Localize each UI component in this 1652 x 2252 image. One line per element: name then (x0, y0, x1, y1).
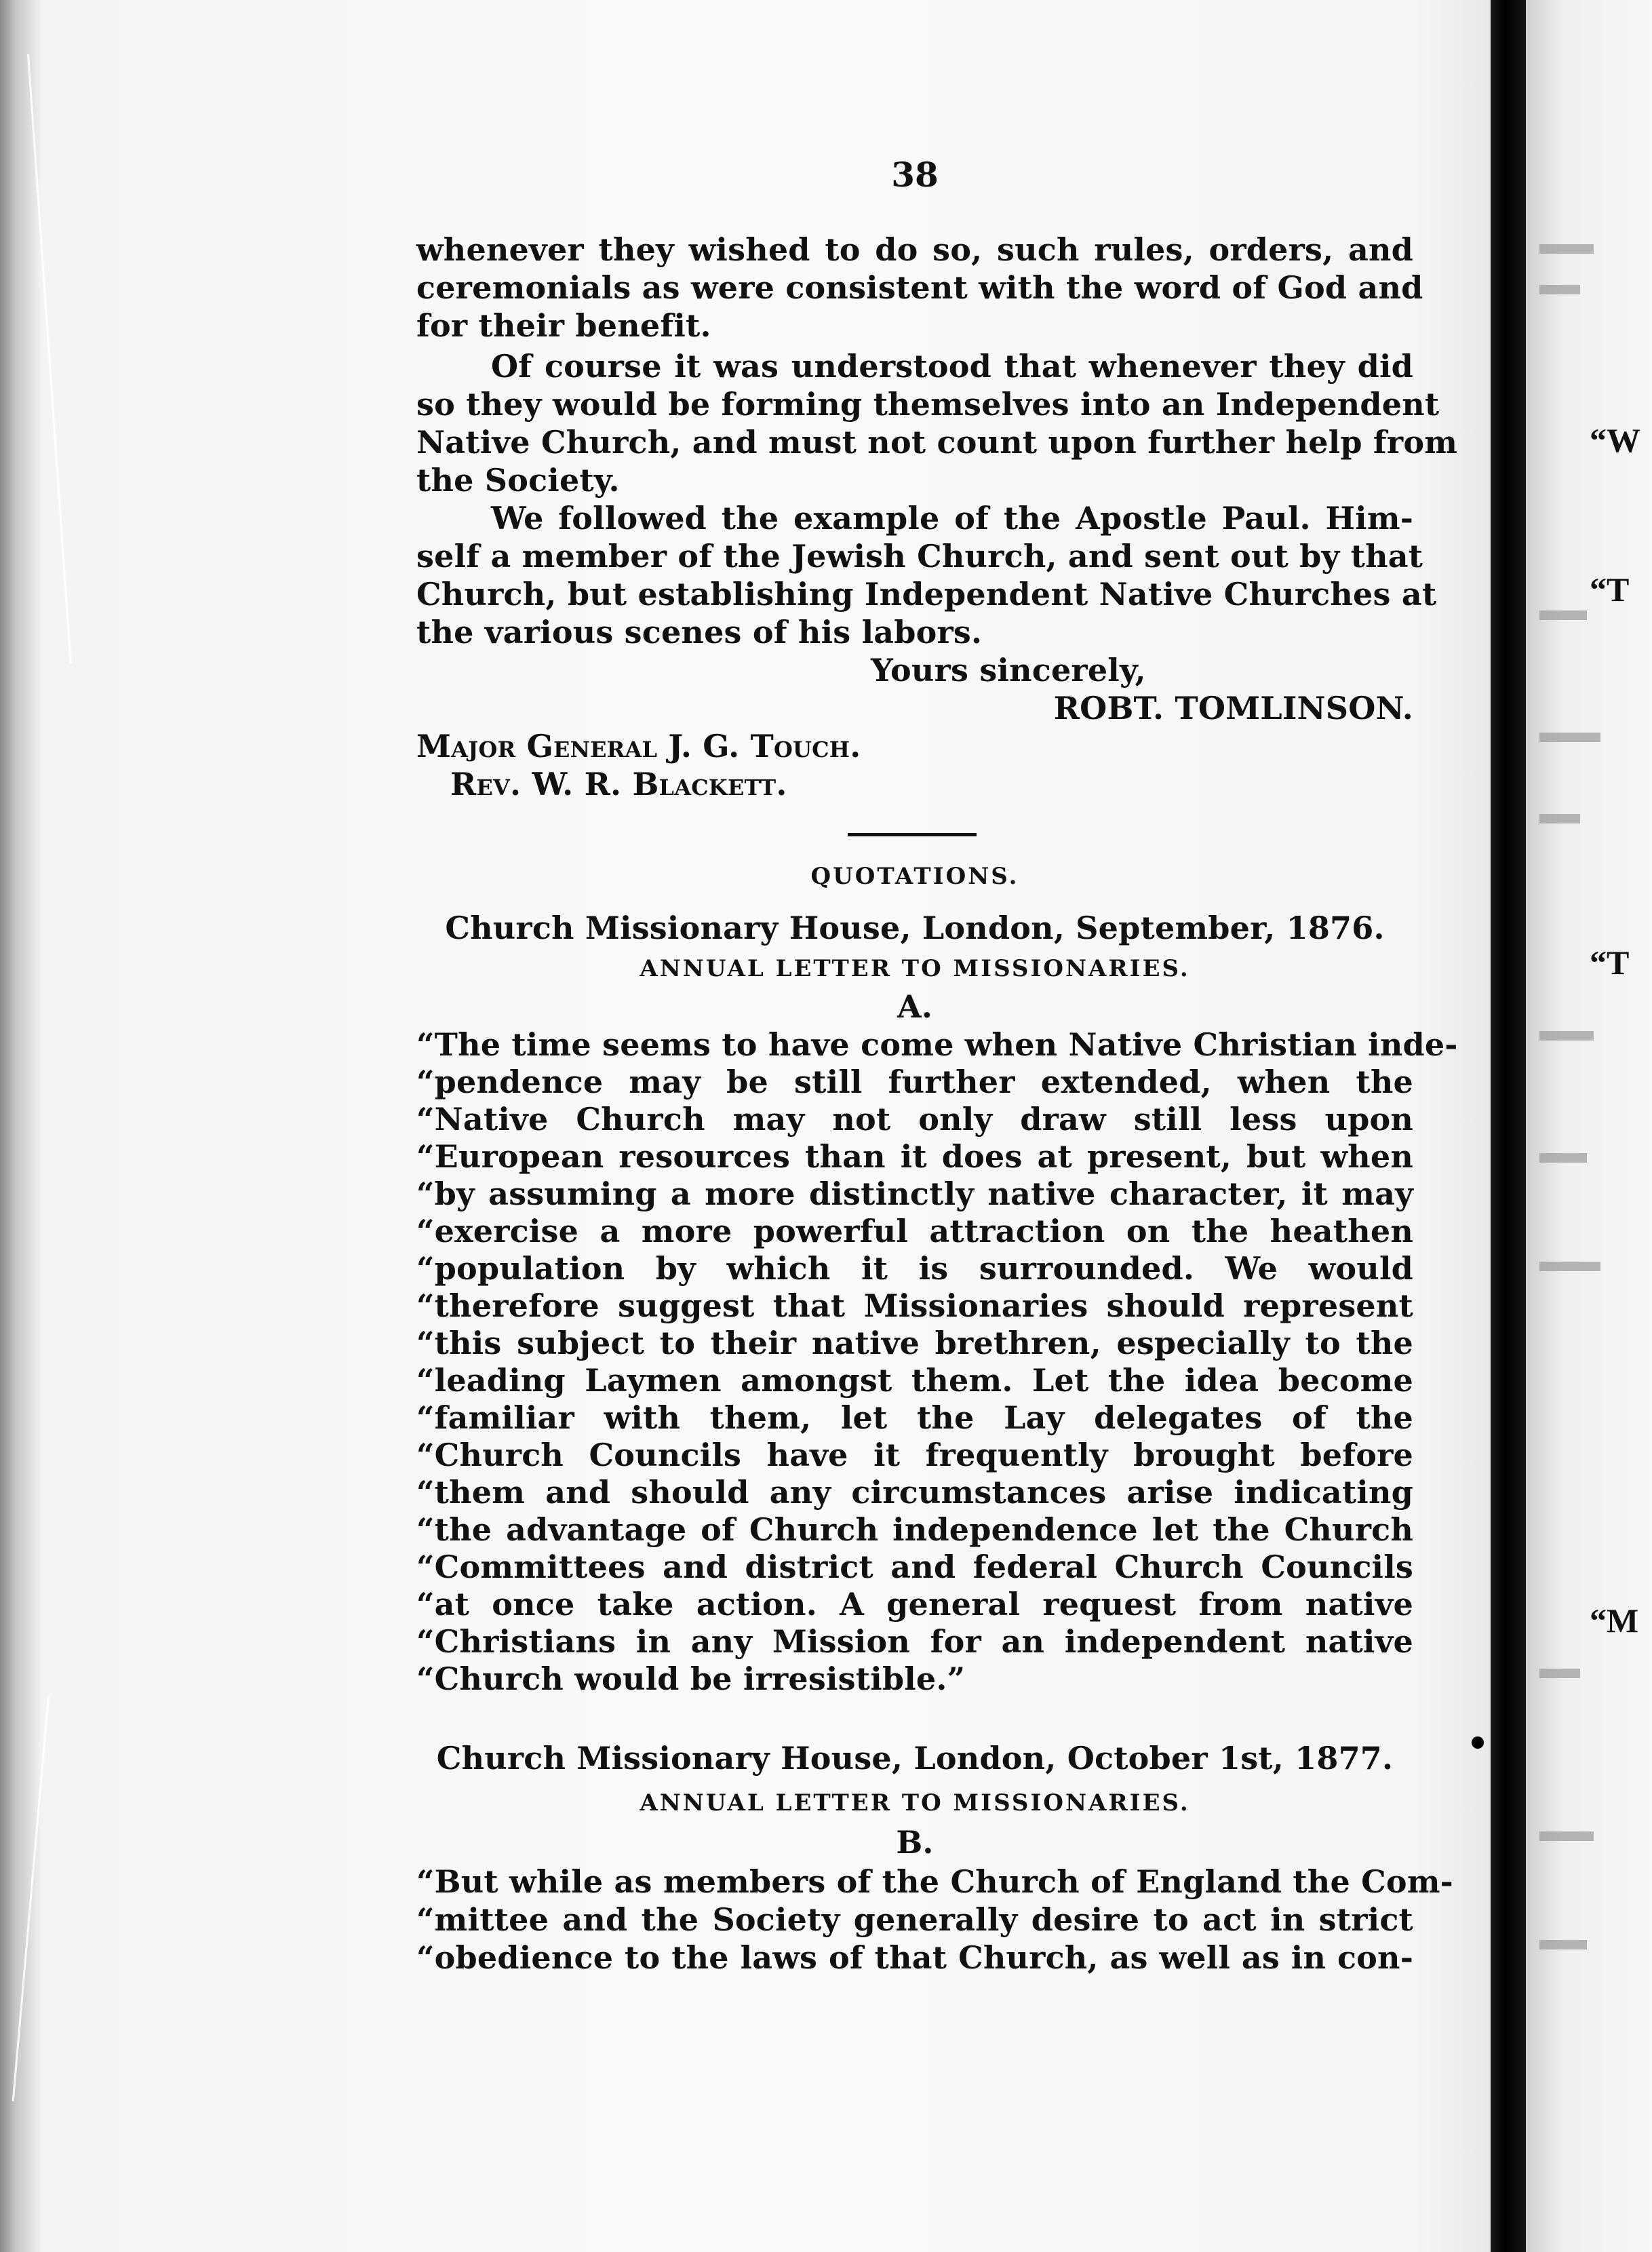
quote-line: “The time seems to have come when Native Christian inde- (416, 1026, 1458, 1063)
quote-label: B. (896, 1824, 934, 1861)
section-heading: QUOTATIONS. (810, 863, 1019, 890)
facing-page-edge (1526, 0, 1652, 2252)
ink-dot (1472, 1736, 1484, 1749)
facing-page-bleed (1539, 285, 1580, 294)
quote-line: “exercise a more powerful attraction on the heathen (416, 1213, 1413, 1249)
facing-page-bleed (1539, 814, 1580, 823)
facing-page-fragment: “M (1590, 1601, 1639, 1639)
facing-page-fragment: “W (1590, 421, 1640, 459)
body-line: so they would be forming themselves into an Independent (416, 386, 1440, 423)
facing-page-bleed (1539, 1940, 1587, 1949)
body-line: Of course it was understood that whenever they did (491, 348, 1413, 385)
quote-line: “leading Laymen amongst them. Let the idea become (416, 1362, 1413, 1399)
facing-page-bleed (1539, 1669, 1580, 1678)
quote-line: “Native Church may not only draw still less upon (416, 1101, 1413, 1138)
signature: ROBT. TOMLINSON. (1053, 690, 1413, 726)
quote-heading: ANNUAL LETTER TO MISSIONARIES. (640, 1789, 1190, 1817)
facing-page-bleed (1539, 610, 1587, 620)
quote-line: “therefore suggest that Missionaries should represent (416, 1287, 1413, 1324)
quote-origin: Church Missionary House, London, September, 1876. (445, 910, 1385, 946)
quote-line: “at once take action. A general request from native (416, 1586, 1413, 1623)
facing-page-bleed (1539, 1153, 1587, 1163)
quote-line: “by assuming a more distinctly native character, it may (416, 1176, 1413, 1212)
section-rule (848, 833, 977, 836)
book-gutter (1491, 0, 1526, 2252)
quote-origin: Church Missionary House, London, October 1st, 1877. (436, 1740, 1394, 1777)
quote-label: A. (897, 988, 933, 1025)
body-line: self a member of the Jewish Church, and sent out by that (416, 538, 1423, 575)
quote-line: “pendence may be still further extended, when the (416, 1064, 1413, 1100)
closing: Yours sincerely, (871, 652, 1146, 688)
body-line: Church, but establishing Independent Native Churches at (416, 576, 1437, 613)
quote-line: “European resources than it does at present, but when (416, 1138, 1413, 1175)
facing-page-fragment: “T (1590, 944, 1630, 982)
addressee: Major General J. G. Touch. (416, 728, 861, 764)
quote-line: “population by which it is surrounded. We would (416, 1250, 1413, 1287)
addressee: Rev. W. R. Blackett. (450, 766, 787, 802)
body-line: for their benefit. (416, 307, 711, 344)
quote-line: “But while as members of the Church of England the Com- (416, 1863, 1453, 1900)
facing-page-bleed (1539, 1031, 1594, 1041)
facing-page-fragment: “T (1590, 570, 1630, 608)
facing-page-bleed (1539, 244, 1594, 254)
body-line: whenever they wished to do so, such rules, orders, and (416, 231, 1413, 268)
facing-page-bleed (1539, 733, 1600, 742)
quote-line: “Church would be irresistible.” (416, 1661, 966, 1697)
facing-page-bleed (1539, 1262, 1600, 1271)
page-number: 38 (891, 155, 939, 195)
quote-line: “the advantage of Church independence let the Church (416, 1511, 1413, 1548)
facing-page-bleed (1539, 1831, 1594, 1841)
quote-line: “familiar with them, let the Lay delegates of the (416, 1399, 1413, 1436)
quote-line: “Committees and district and federal Church Councils (416, 1549, 1413, 1585)
quote-line: “this subject to their native brethren, especially to the (416, 1325, 1413, 1361)
quote-line: “Church Councils have it frequently brought before (416, 1437, 1413, 1473)
page-edge-shadow (0, 0, 41, 2252)
quote-line: “them and should any circumstances arise indicating (416, 1474, 1413, 1511)
quote-line: “mittee and the Society generally desire to act in strict (416, 1901, 1413, 1938)
quote-line: “Christians in any Mission for an independent native (416, 1623, 1413, 1660)
body-line: ceremonials as were consistent with the word of God and (416, 269, 1423, 306)
body-line: We followed the example of the Apostle Paul. Him- (491, 500, 1413, 537)
body-line: the Society. (416, 462, 620, 499)
body-line: the various scenes of his labors. (416, 614, 983, 651)
quote-line: “obedience to the laws of that Church, as well as in con- (416, 1939, 1413, 1976)
quote-heading: ANNUAL LETTER TO MISSIONARIES. (640, 955, 1190, 982)
body-line: Native Church, and must not count upon further help from (416, 424, 1458, 461)
